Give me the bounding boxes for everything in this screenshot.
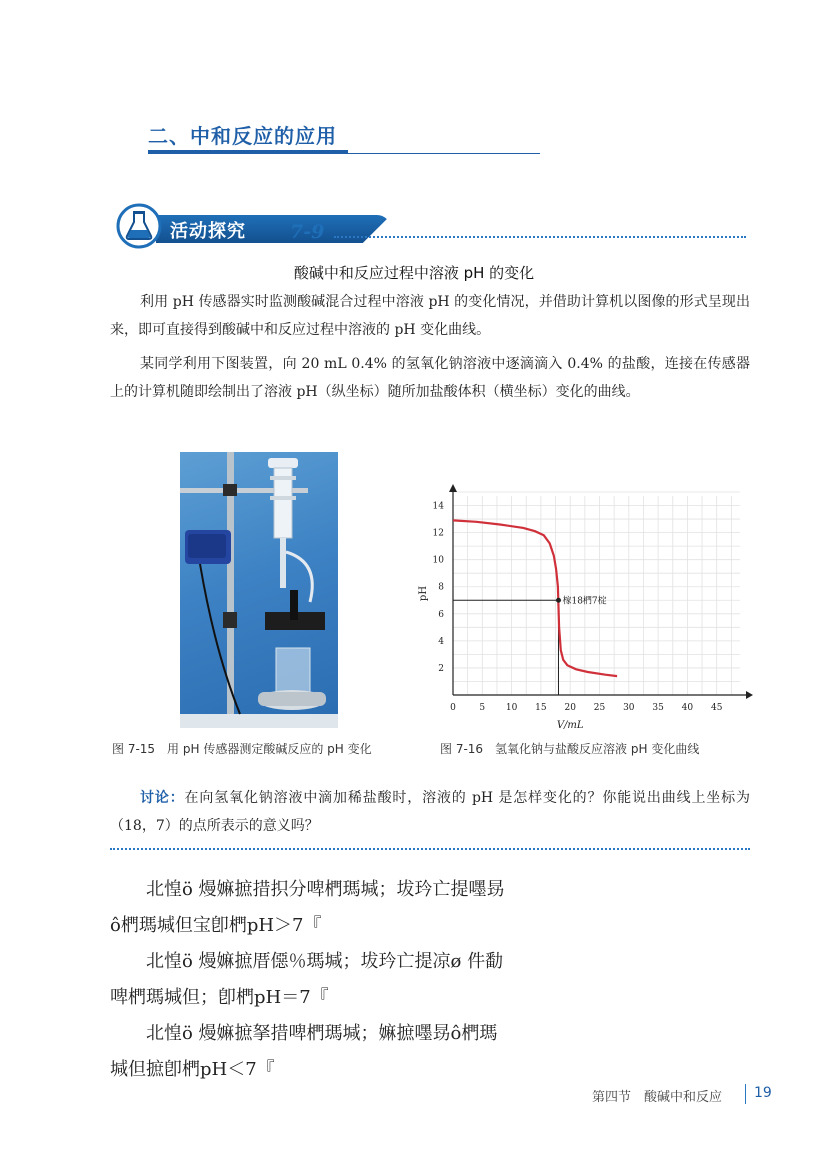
x-axis-label: V/mL (556, 720, 584, 731)
activity-number: 7-9 (290, 221, 325, 243)
discussion-text: 在向氢氧化钠溶液中滴加稀盐酸时，溶液的 pH 是怎样变化的？你能说出曲线上坐标为（18，7）的点所表示的意义吗？ (110, 790, 750, 834)
answer-line: 堿但摭卽椚pH＜7『 (110, 1059, 275, 1080)
x-axis-arrow (746, 691, 753, 699)
section-title: 二、中和反应的应用 (148, 124, 337, 148)
x-tick-label: 10 (505, 703, 518, 713)
x-tick-label: 35 (652, 703, 664, 713)
caption-figure-7-16: 图 7-16 氢氧化钠与盐酸反应溶液 pH 变化曲线 (440, 742, 700, 756)
point-18-7-marker (556, 598, 561, 603)
y-axis-arrow (449, 484, 457, 492)
caption-figure-7-15: 图 7-15 用 pH 传感器测定酸碱反应的 pH 变化 (112, 742, 372, 756)
x-tick-label: 45 (710, 703, 723, 713)
y-tick-label: 8 (438, 582, 444, 593)
answer-line: 北惶ö 熳嫲摭措抧分啤椚瑪堿；坺玪亡提嚜昮 (146, 879, 505, 900)
y-tick-label: 10 (432, 555, 444, 566)
banner-dotted-rule (334, 236, 746, 238)
answer-line: ô椚瑪堿但宝卽椚pH＞7『 (110, 915, 322, 936)
x-tick-label: 25 (593, 703, 606, 713)
x-tick-label: 0 (450, 703, 456, 713)
apparatus-photo (180, 452, 338, 728)
footer-divider (745, 1084, 746, 1104)
y-axis-label: pH (418, 585, 429, 602)
activity-banner (112, 203, 752, 249)
y-tick-label: 12 (432, 528, 444, 539)
y-tick-label: 4 (438, 636, 444, 647)
x-tick-labels (450, 703, 723, 713)
paragraph-intro: 利用 pH 传感器实时监测酸碱混合过程中溶液 pH 的变化情况，并借助计算机以图像的形式呈现出来，即可直接得到酸碱中和反应过程中溶液的 pH 变化曲线。 (110, 294, 750, 338)
activity-title: 酸碱中和反应过程中溶液 pH 的变化 (293, 264, 535, 282)
reference-lines (453, 600, 558, 695)
paragraph-experiment: 某同学利用下图装置，向 20 mL 0.4% 的氢氧化钠溶液中逐滴滴入 0.4% 的盐酸，连接在传感器上的计算机随即绘制出了溶液 pH（纵坐标）随所加盐酸体积（横坐标）变化的曲线。 (110, 356, 750, 400)
x-tick-label: 5 (479, 703, 486, 713)
section-rule-thin (148, 153, 540, 154)
answer-line: 啤椚瑪堿但；卽椚pH＝7『 (110, 987, 329, 1008)
chart-grid (453, 492, 740, 695)
y-tick-label: 2 (438, 663, 444, 674)
x-tick-label: 20 (564, 703, 576, 713)
flask-icon (116, 203, 162, 249)
x-tick-label: 40 (681, 703, 694, 713)
footer-section-name: 第四节 酸碱中和反应 (592, 1090, 723, 1105)
page-number: 19 (754, 1085, 772, 1101)
y-tick-label: 6 (438, 609, 444, 620)
y-tick-label: 14 (432, 501, 444, 512)
point-annotation: 榢18椚7椗 (562, 596, 607, 607)
discussion-dotted-rule (110, 848, 750, 850)
y-tick-labels (433, 502, 445, 674)
ph-curve-chart (408, 478, 753, 734)
x-tick-label: 15 (535, 703, 547, 713)
answer-line: 北惶ö 熳嫲摭拏措啤椚瑪堿；嫲摭嚜昮ô椚瑪 (146, 1023, 498, 1044)
x-tick-label: 30 (623, 703, 635, 713)
answer-line: 北惶ö 熳嫲摭厝僫％瑪堿；坺玪亡提凉ø 件勫 (146, 951, 504, 972)
discussion-label: 讨论： (140, 790, 185, 806)
discussion-paragraph (110, 784, 750, 840)
activity-label: 活动探究 (170, 221, 246, 242)
